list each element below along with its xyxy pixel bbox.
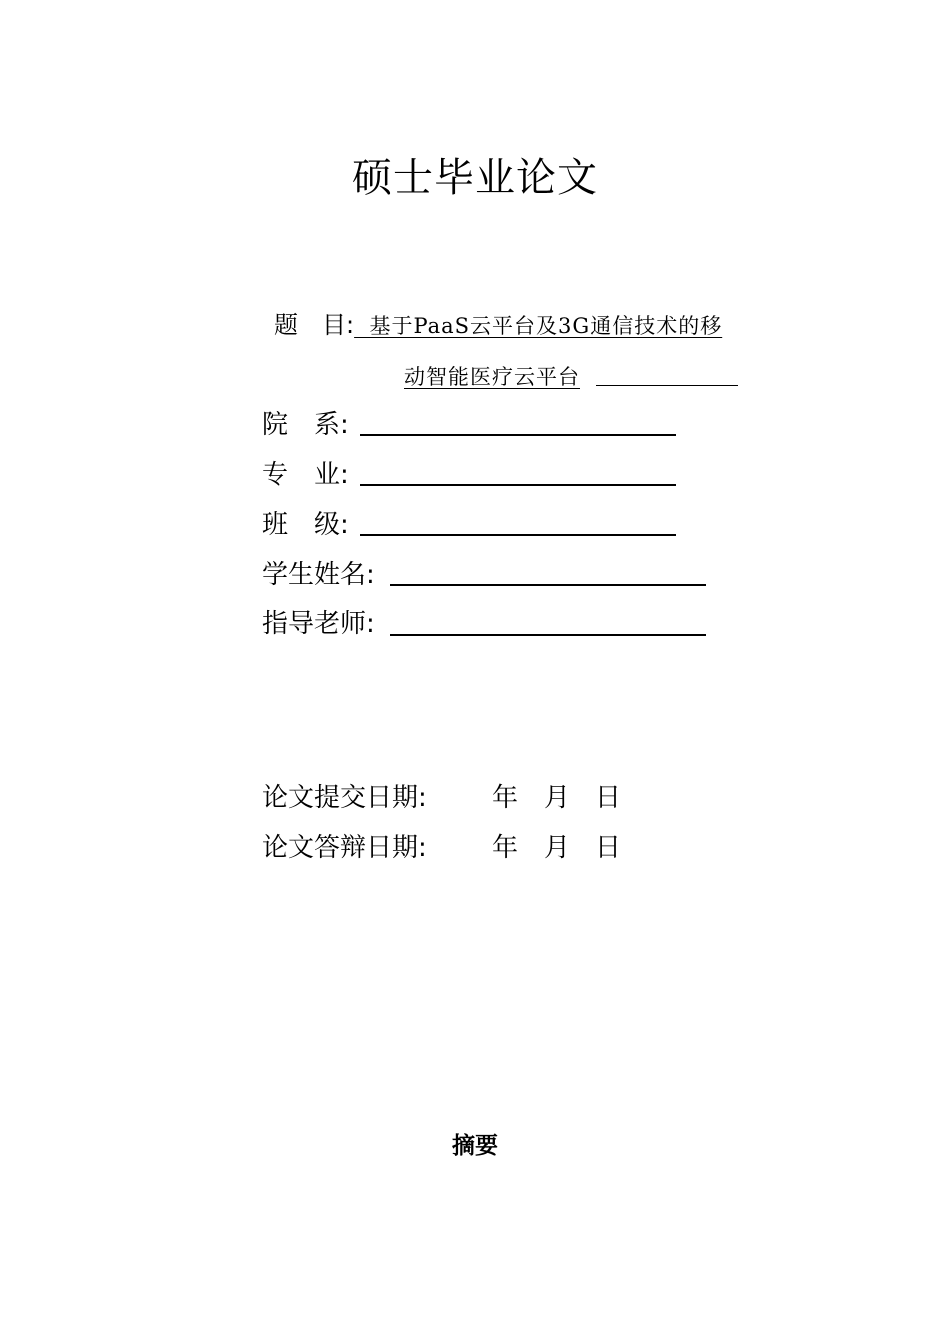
thesis-title: 硕士毕业论文 [352,155,598,201]
student-name-blank[interactable] [390,584,706,586]
field-label: 班 级 [262,510,341,540]
month-unit: 月 [544,783,571,813]
date-label: 论文答辩日期: [262,833,427,863]
field-label: 院 系 [262,410,341,440]
date-label: 论文提交日期: [262,783,427,813]
class-blank[interactable] [360,534,676,536]
major-blank[interactable] [360,484,676,486]
field-colon: : [340,460,349,490]
field-advisor [262,607,375,641]
field-major [262,458,349,492]
submission-date-row [262,781,662,815]
field-class [262,508,349,542]
department-blank[interactable] [360,434,676,436]
field-colon: : [340,410,349,440]
day-unit: 日 [595,783,622,813]
day-unit: 日 [595,833,622,863]
field-student-name [262,558,375,592]
field-colon: : [366,609,375,639]
field-colon: : [340,510,349,540]
defense-date-row [262,831,662,865]
topic-row [274,309,722,342]
field-label: 专 业 [262,460,341,490]
field-label: 学生姓名 [262,560,367,590]
topic-value-line2: 动智能医疗云平台 [404,365,580,389]
field-colon: : [366,560,375,590]
topic-underline-tail [596,385,738,386]
topic-row-2 [404,360,580,393]
abstract-heading: 摘要 [452,1133,498,1159]
year-unit: 年 [492,783,519,813]
field-department [262,408,349,442]
month-unit: 月 [544,833,571,863]
topic-label: 题 目: [274,311,355,339]
advisor-blank[interactable] [390,634,706,636]
year-unit: 年 [492,833,519,863]
field-label: 指导老师 [262,609,367,639]
topic-value-line1: 基于PaaS云平台及3G通信技术的移 [354,314,723,338]
